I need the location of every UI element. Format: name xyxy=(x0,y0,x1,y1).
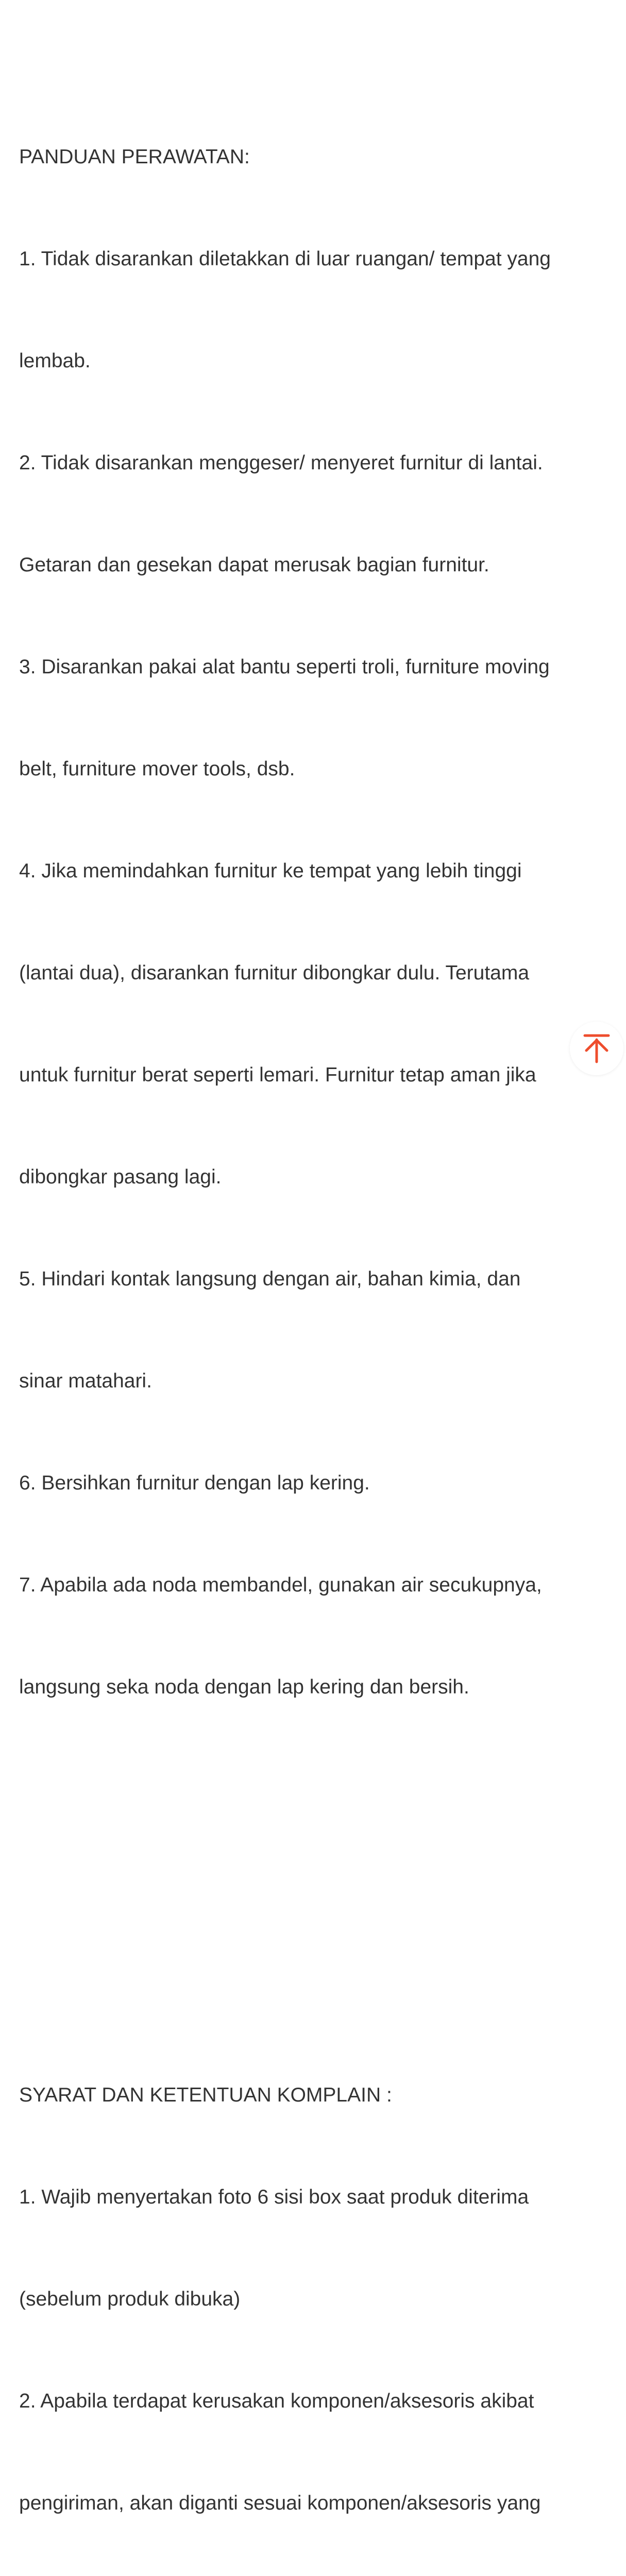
complaint-terms-line: pengiriman, akan diganti sesuai komponen/aksesoris yang xyxy=(19,2492,541,2514)
care-guide-line: lembab. xyxy=(19,350,91,372)
care-guide-section xyxy=(19,72,622,1772)
back-to-top-button[interactable] xyxy=(570,1022,623,1075)
care-guide-line: sinar matahari. xyxy=(19,1370,152,1392)
complaint-terms-line: 1. Wajib menyertakan foto 6 sisi box saat produk diterima xyxy=(19,2186,529,2208)
care-guide-line: 5. Hindari kontak langsung dengan air, bahan kimia, dan xyxy=(19,1268,521,1290)
care-guide-line: (lantai dua), disarankan furnitur dibongkar dulu. Terutama xyxy=(19,962,530,984)
care-guide-line: 2. Tidak disarankan menggeser/ menyeret furnitur di lantai. xyxy=(19,452,543,474)
care-guide-line: 1. Tidak disarankan diletakkan di luar ruangan/ tempat yang xyxy=(19,248,551,270)
complaint-terms-line: 2. Apabila terdapat kerusakan komponen/aksesoris akibat xyxy=(19,2390,534,2412)
care-guide-line: 6. Bersihkan furnitur dengan lap kering. xyxy=(19,1472,370,1494)
care-guide-line: Getaran dan gesekan dapat merusak bagian furnitur. xyxy=(19,554,489,576)
arrow-up-to-line-icon xyxy=(582,1033,612,1063)
complaint-terms-section xyxy=(19,2010,622,2576)
care-guide-title: PANDUAN PERAWATAN: xyxy=(19,146,250,168)
care-guide-line: untuk furnitur berat seperti lemari. Furnitur tetap aman jika xyxy=(19,1064,536,1086)
care-guide-line: dibongkar pasang lagi. xyxy=(19,1166,222,1188)
complaint-terms-title: SYARAT DAN KETENTUAN KOMPLAIN : xyxy=(19,2084,392,2106)
section-spacer xyxy=(19,1874,622,1908)
care-guide-line: 3. Disarankan pakai alat bantu seperti troli, furniture moving xyxy=(19,656,550,678)
complaint-terms-line: (sebelum produk dibuka) xyxy=(19,2288,241,2310)
product-description xyxy=(19,4,622,2576)
care-guide-line: langsung seka noda dengan lap kering dan bersih. xyxy=(19,1676,469,1698)
care-guide-line: 7. Apabila ada noda membandel, gunakan air secukupnya, xyxy=(19,1574,542,1596)
care-guide-line: 4. Jika memindahkan furnitur ke tempat yang lebih tinggi xyxy=(19,860,522,882)
care-guide-line: belt, furniture mover tools, dsb. xyxy=(19,758,295,780)
